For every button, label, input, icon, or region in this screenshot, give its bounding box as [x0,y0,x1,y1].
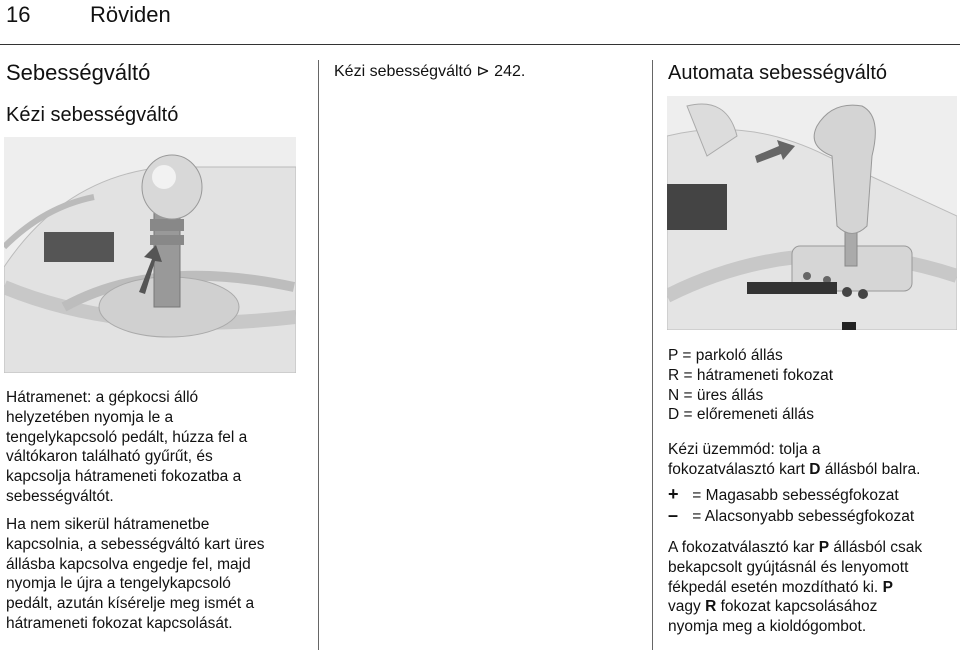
position-desc: = parkoló állás [682,347,783,364]
position-n [668,386,958,406]
downshift-item [668,506,958,527]
page-number: 16 [6,2,31,27]
text-line [668,460,958,480]
position-r [668,366,958,386]
text-fragment: vagy [668,598,706,616]
text-line: tengelykapcsoló pedált, húzza fel a [6,428,248,446]
position-p [668,346,958,366]
reverse-retry-paragraph [6,515,306,634]
text-line: Kézi üzemmód: tolja a [668,441,821,458]
position-key: N [668,386,680,404]
automatic-selector-drawing [667,96,957,330]
text-line: hátrameneti fokozat kapcsolását. [6,614,233,632]
manual-gearshift-drawing [4,137,296,373]
text-line: Ha nem sikerül hátramenetbe [6,516,210,533]
text-fragment: fokozat kapcsolásához [716,598,878,616]
text-line: nyomja le újra a tengelykapcsoló [6,575,231,593]
position-key: D [668,406,680,424]
reverse-gear-paragraph [6,388,306,507]
section-title: Röviden [90,2,171,27]
column-separator-left [318,60,319,650]
text-line: váltókaron található gyűrűt, és [6,448,213,466]
text-fragment: állásból balra. [820,460,921,478]
shift-direction-list [668,485,958,527]
text-line [668,597,958,617]
manual-gearshift-illustration [4,137,296,373]
downshift-desc: = Alacsonyabb sebességfokozat [688,507,915,525]
position-key: P [668,347,679,364]
position-key: P [882,578,893,596]
position-key: R [705,598,717,616]
upshift-desc: = Magasabb sebességfokozat [688,487,899,504]
text-line: pedált, azután kísérelje meg ismét a [6,595,255,613]
column-separator-right [652,60,653,650]
selector-positions-list [668,346,958,425]
text-fragment: állásból csak [829,539,923,556]
text-fragment: A fokozatválasztó kar [668,539,819,556]
text-line [668,578,958,598]
position-key: R [668,366,680,384]
reference-text: Kézi sebességváltó [334,63,472,80]
position-key: P [818,539,830,556]
text-line: kapcsolja hátrameneti fokozatba a [6,468,242,486]
plus-icon: + [668,484,679,504]
position-desc: = üres állás [683,386,764,404]
automatic-selector-illustration [667,96,957,330]
text-line: sebességváltót. [6,487,114,505]
position-desc: = előremeneti állás [683,406,815,424]
reference-page: 242. [494,63,526,80]
position-desc: = hátrameneti fokozat [683,366,834,384]
manual-mode-paragraph [668,440,958,480]
page-reference-icon: ⊳ [476,63,490,80]
text-fragment: fokozatválasztó kart [668,460,810,478]
text-line: helyzetében nyomja le a [6,408,174,426]
text-line: kapcsolnia, a sebességváltó kart üres [6,535,265,553]
manual-gearbox-reference[interactable] [334,62,525,82]
text-line: Hátramenet: a gépkocsi álló [6,389,199,406]
text-fragment: fékpedál esetén mozdítható ki. [668,578,883,596]
subsection-heading-manual: Kézi sebességváltó [6,104,179,126]
subsection-heading-automatic: Automata sebességváltó [668,62,888,84]
header-rule [0,44,960,45]
minus-icon: – [668,504,679,525]
section-heading: Sebességváltó [6,60,151,85]
position-d [668,405,958,425]
position-key: D [809,460,821,478]
text-line: állásba kapcsolva engedje fel, majd [6,555,251,573]
upshift-item [668,485,958,506]
page-header [0,0,960,44]
text-line: bekapcsolt gyújtásnál és lenyomott [668,558,909,576]
selector-release-paragraph [668,538,958,637]
text-line [668,538,958,558]
text-line: nyomja meg a kioldógombot. [668,618,867,636]
